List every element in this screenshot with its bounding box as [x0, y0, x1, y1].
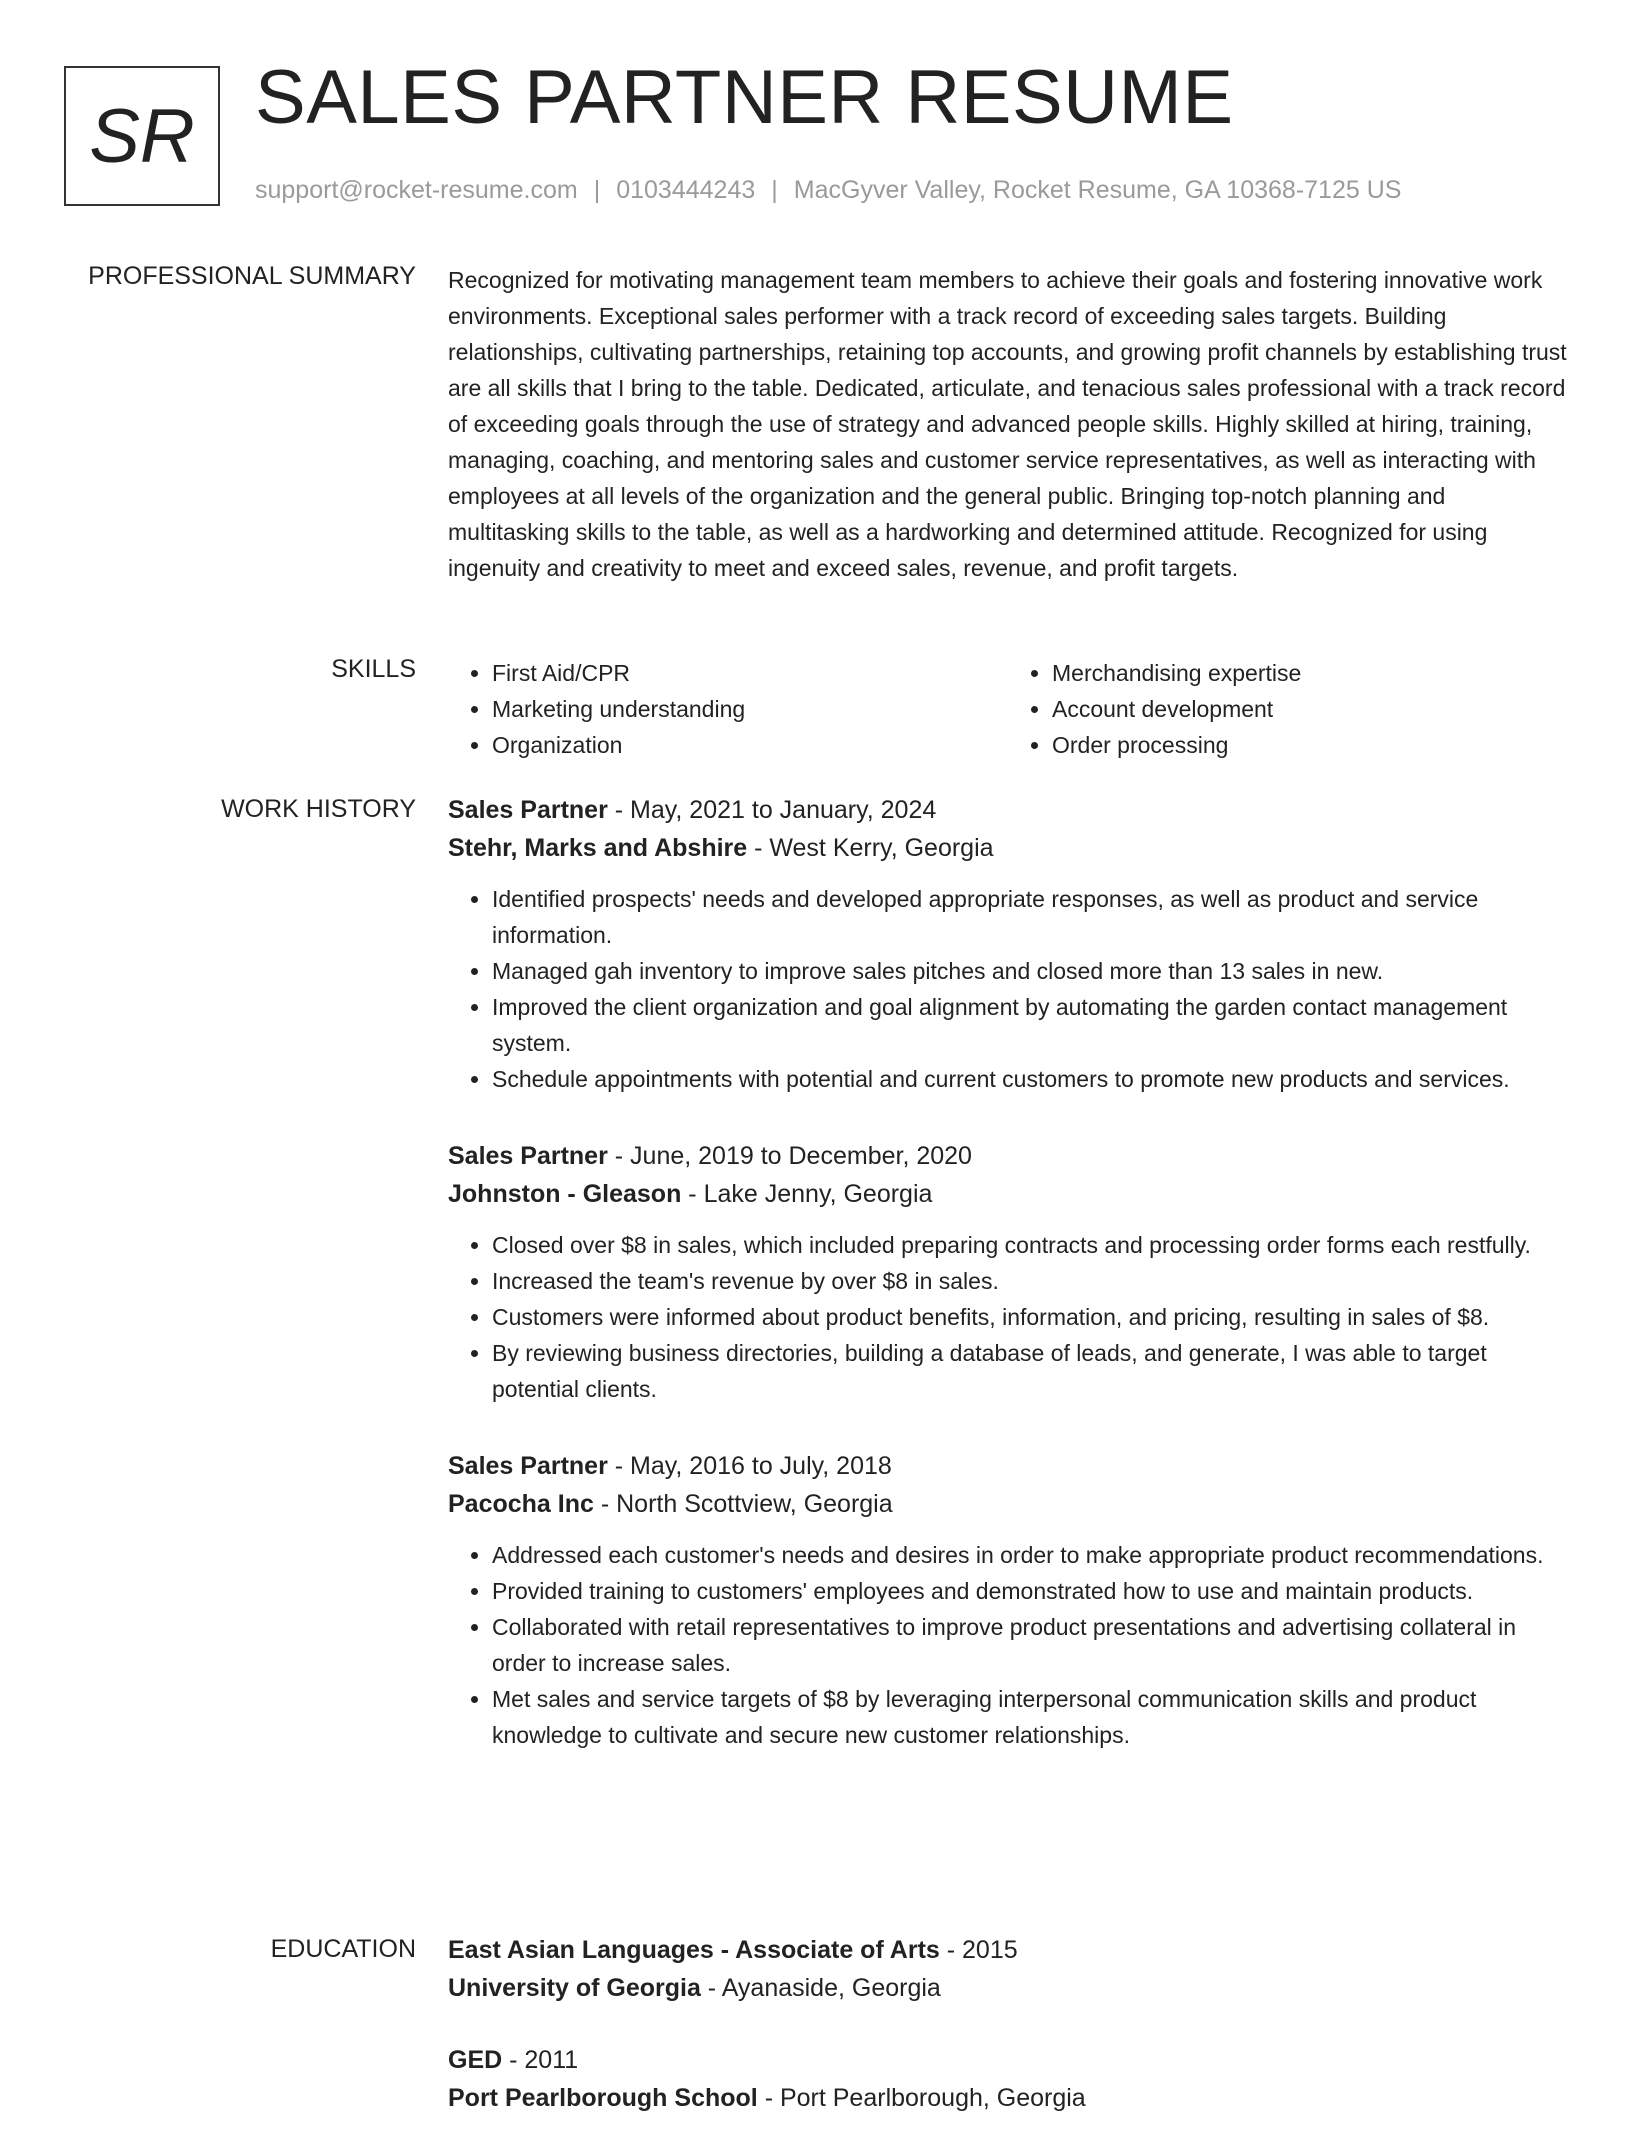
- degree-year: - 2011: [502, 2046, 579, 2074]
- job-company: Pacocha Inc: [448, 1490, 594, 1518]
- skill-item: • Order processing: [1052, 727, 1568, 763]
- education-entry: [448, 1931, 1568, 2007]
- job-bullet: • Met sales and service targets of $8 by leveraging interpersonal communication skills and product knowledge to cultivate and secure new customer relationships.: [492, 1681, 1568, 1753]
- resume-title: SALES PARTNER RESUME: [255, 55, 1234, 140]
- skills-list-column-2: [1008, 655, 1568, 763]
- job-bullets: [448, 1537, 1568, 1753]
- skill-item: • Marketing understanding: [492, 691, 1008, 727]
- skills-list-column-1: [448, 655, 1008, 763]
- school: Port Pearlborough School: [448, 2084, 758, 2112]
- job-bullet: • By reviewing business directories, building a database of leads, and generate, I was able to target potential clients.: [492, 1335, 1568, 1407]
- job-bullet: • Identified prospects' needs and developed appropriate responses, as well as product and service information.: [492, 881, 1568, 953]
- degree: East Asian Languages - Associate of Arts: [448, 1936, 940, 1964]
- school-line: [448, 1969, 1568, 2007]
- job-location: - Lake Jenny, Georgia: [681, 1180, 933, 1208]
- contact-line: [255, 176, 1401, 205]
- job-company-line: [448, 1175, 1568, 1213]
- job-entry: [448, 791, 1568, 1097]
- job-company: Johnston - Gleason: [448, 1180, 682, 1208]
- job-entry: [448, 1137, 1568, 1407]
- job-bullet: • Addressed each customer's needs and desires in order to make appropriate product recommendations.: [492, 1537, 1568, 1573]
- job-location: - North Scottview, Georgia: [593, 1490, 893, 1518]
- job-bullet: • Increased the team's revenue by over $8 in sales.: [492, 1263, 1568, 1299]
- education-entry: [448, 2041, 1568, 2117]
- job-title: Sales Partner: [448, 1142, 608, 1170]
- school: University of Georgia: [448, 1974, 701, 2002]
- job-company-line: [448, 829, 1568, 867]
- job-location: - West Kerry, Georgia: [747, 834, 994, 862]
- job-bullets: [448, 1227, 1568, 1407]
- job-title-line: [448, 1447, 1568, 1485]
- section-label-summary: PROFESSIONAL SUMMARY: [88, 262, 416, 290]
- job-title: Sales Partner: [448, 1452, 608, 1480]
- job-dates: - May, 2021 to January, 2024: [607, 796, 937, 824]
- degree-line: [448, 2041, 1568, 2079]
- skill-item: • First Aid/CPR: [492, 655, 1008, 691]
- email-link[interactable]: support@rocket-resume.com: [255, 176, 578, 204]
- job-title: Sales Partner: [448, 796, 608, 824]
- job-entry: [448, 1447, 1568, 1753]
- summary-text: Recognized for motivating management team members to achieve their goals and fostering innovative work environments. Exceptional sales performer with a track record of exceeding sales targets. Building relationships, cultivating partnerships, retaining top accounts, and growing profit channels by establishing trust are all skills that I bring to the table. Dedicated, articulate, and tenacious sales professional with a track record of exceeding goals through the use of strategy and advanced people skills. Highly skilled at hiring, training, managing, coaching, and mentoring sales and customer service representatives, as well as interacting with employees at all levels of the organization and the general public. Bringing top-notch planning and multitasking skills to the table, as well as a hardworking and determined attitude. Recognized for using ingenuity and creativity to meet and exceed sales, revenue, and profit targets.: [448, 267, 1567, 581]
- skill-item: • Merchandising expertise: [1052, 655, 1568, 691]
- job-bullet: • Customers were informed about product benefits, information, and pricing, resulting in sales of $8.: [492, 1299, 1568, 1335]
- school-location: - Port Pearlborough, Georgia: [757, 2084, 1086, 2112]
- degree: GED: [448, 2046, 503, 2074]
- job-bullet: • Managed gah inventory to improve sales pitches and closed more than 13 sales in new.: [492, 953, 1568, 989]
- section-label-work-history: WORK HISTORY: [221, 795, 416, 823]
- job-bullet: • Provided training to customers' employees and demonstrated how to use and maintain products.: [492, 1573, 1568, 1609]
- job-title-line: [448, 1137, 1568, 1175]
- job-dates: - June, 2019 to December, 2020: [607, 1142, 972, 1170]
- skill-item: • Account development: [1052, 691, 1568, 727]
- degree-year: - 2015: [939, 1936, 1018, 1964]
- address: MacGyver Valley, Rocket Resume, GA 10368-7125 US: [793, 176, 1402, 204]
- job-bullet: • Improved the client organization and goal alignment by automating the garden contact management system.: [492, 989, 1568, 1061]
- job-company: Stehr, Marks and Abshire: [448, 834, 748, 862]
- section-label-skills: SKILLS: [331, 655, 416, 683]
- section-label-education: EDUCATION: [270, 1935, 416, 1963]
- skill-item: • Organization: [492, 727, 1008, 763]
- degree-line: [448, 1931, 1568, 1969]
- job-dates: - May, 2016 to July, 2018: [607, 1452, 892, 1480]
- job-bullet: • Closed over $8 in sales, which included preparing contracts and processing order forms each restfully.: [492, 1227, 1568, 1263]
- job-bullet: • Schedule appointments with potential and current customers to promote new products and services.: [492, 1061, 1568, 1097]
- school-location: - Ayanaside, Georgia: [700, 1974, 941, 2002]
- school-line: [448, 2079, 1568, 2117]
- separator: |: [593, 176, 601, 204]
- job-title-line: [448, 791, 1568, 829]
- job-bullet: • Collaborated with retail representatives to improve product presentations and advertising collateral in order to increase sales.: [492, 1609, 1568, 1681]
- separator: |: [771, 176, 778, 204]
- monogram-logo: SR: [64, 66, 220, 206]
- job-bullets: [448, 881, 1568, 1097]
- job-company-line: [448, 1485, 1568, 1523]
- phone-number[interactable]: 0103444243: [616, 176, 756, 204]
